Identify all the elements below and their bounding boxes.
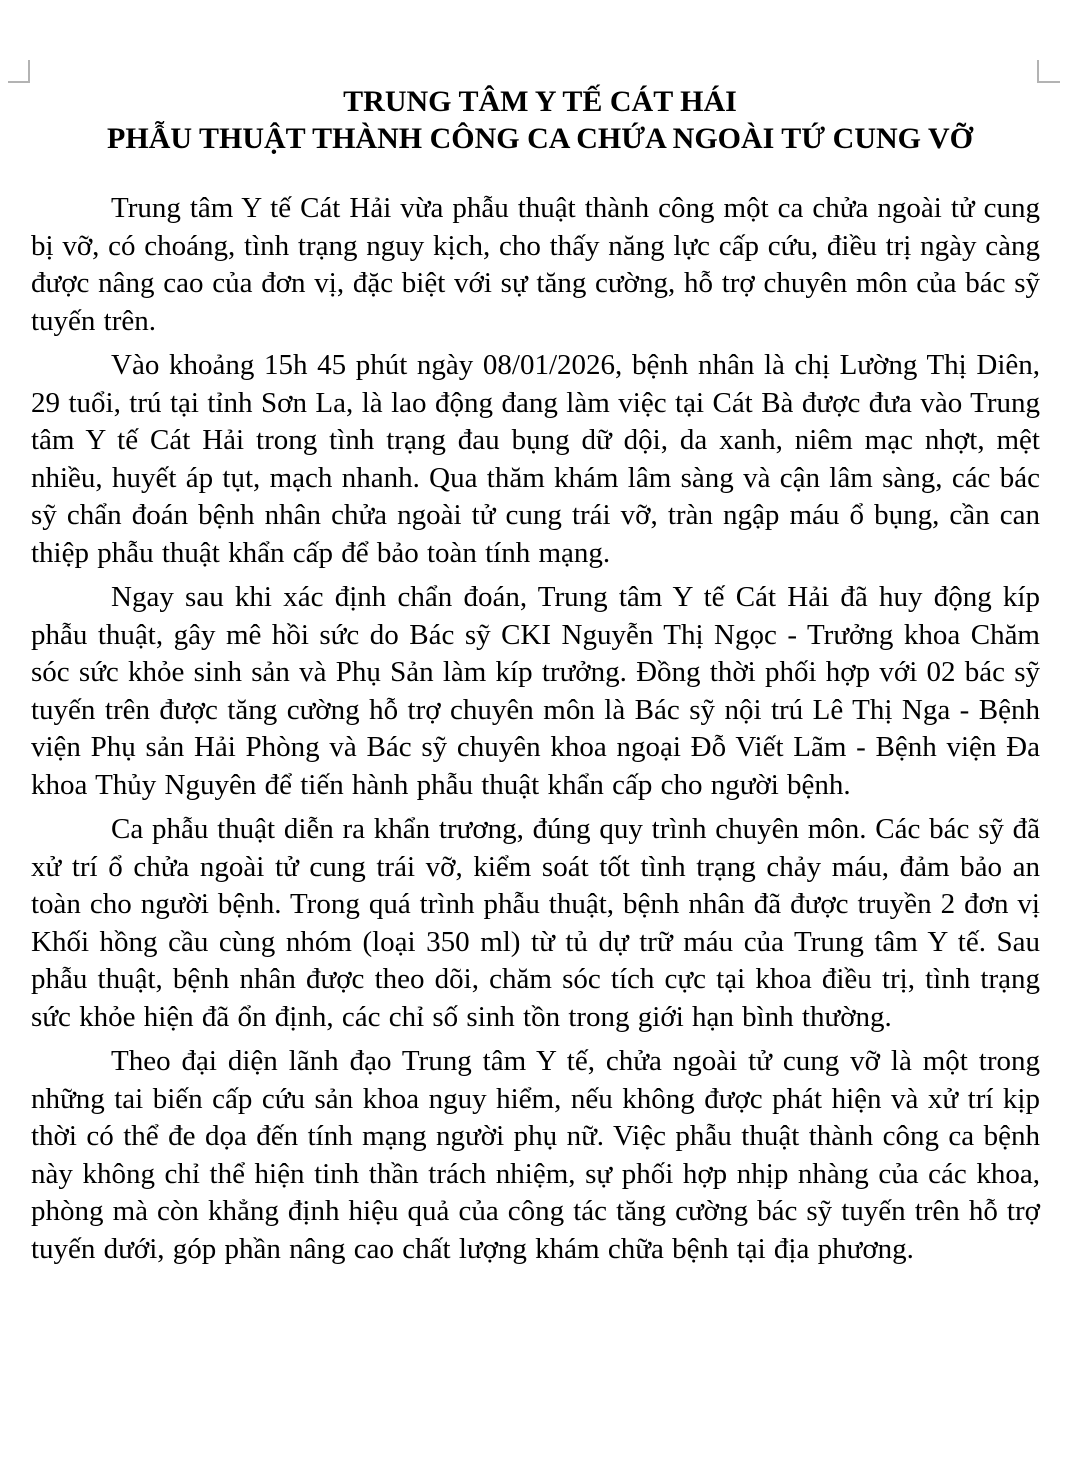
paragraph-2: Vào khoảng 15h 45 phút ngày 08/01/2026, bệnh nhân là chị Lường Thị Diên, 29 tuổi, trú tại tỉnh Sơn La, là lao động đang làm việc tại Cát Bà được đưa vào Trung tâm Y tế Cát Hải trong tình trạng đau bụng dữ dội, da xanh, niêm mạc nhợt, mệt nhiều, huyết áp tụt, mạch nhanh. Qua thăm khám lâm sàng và cận lâm sàng, các bác sỹ chẩn đoán bệnh nhân chửa ngoài tử cung trái vỡ, tràn ngập máu ổ bụng, cần can thiệp phẫu thuật khẩn cấp để bảo toàn tính mạng.: [31, 349, 1040, 569]
paragraph-5: Theo đại diện lãnh đạo Trung tâm Y tế, chửa ngoài tử cung vỡ là một trong những tai biến cấp cứu sản khoa nguy hiểm, nếu không được phát hiện và xử trí kịp thời có thể đe dọa đến tính mạng người phụ nữ. Việc phẫu thuật thành công ca bệnh này không chỉ thể hiện tinh thần trách nhiệm, sự phối hợp nhịp nhàng của các khoa, phòng mà còn khẳng định hiệu quả của công tác tăng cường bác sỹ tuyến trên hỗ trợ tuyến dưới, góp phần nâng cao chất lượng khám chữa bệnh tại địa phương.: [31, 1045, 1040, 1265]
paragraph-4: Ca phẫu thuật diễn ra khẩn trương, đúng quy trình chuyên môn. Các bác sỹ đã xử trí ổ chửa ngoài tử cung trái vỡ, kiểm soát tốt tình trạng chảy máu, đảm bảo an toàn cho người bệnh. Trong quá trình phẫu thuật, bệnh nhân đã được truyền 2 đơn vị Khối hồng cầu cùng nhóm (loại 350 ml) từ tủ dự trữ máu của Trung tâm Y tế. Sau phẫu thuật, bệnh nhân được theo dõi, chăm sóc tích cực tại khoa điều trị, tình trạng sức khỏe hiện đã ổn định, các chỉ số sinh tồn trong giới hạn bình thường.: [31, 813, 1040, 1033]
page-corner-mark-left: [8, 60, 30, 83]
title-line-2: PHẪU THUẬT THÀNH CÔNG CA CHỨA NGOÀI TỨ CUNG VỠ: [107, 122, 973, 155]
page-corner-mark-right: [1037, 60, 1060, 83]
document-title: [0, 83, 1080, 157]
paragraph-3: Ngay sau khi xác định chẩn đoán, Trung tâm Y tế Cát Hải đã huy động kíp phẫu thuật, gây mê hồi sức do Bác sỹ CKI Nguyễn Thị Ngọc - Trưởng khoa Chăm sóc sức khỏe sinh sản và Phụ Sản làm kíp trưởng. Đồng thời phối hợp với 02 bác sỹ tuyến trên được tăng cường hỗ trợ chuyên môn là Bác sỹ nội trú Lê Thị Nga - Bệnh viện Phụ sản Hải Phòng và Bác sỹ chuyên khoa ngoại Đỗ Viết Lãm - Bệnh viện Đa khoa Thủy Nguyên để tiến hành phẫu thuật khẩn cấp cho người bệnh.: [31, 581, 1040, 801]
paragraph-1: Trung tâm Y tế Cát Hải vừa phẫu thuật thành công một ca chửa ngoài tử cung bị vỡ, có choáng, tình trạng nguy kịch, cho thấy năng lực cấp cứu, điều trị ngày càng được nâng cao của đơn vị, đặc biệt với sự tăng cường, hỗ trợ chuyên môn của bác sỹ tuyến trên.: [31, 192, 1040, 337]
title-line-1: TRUNG TÂM Y TẾ CÁT HÁI: [343, 85, 737, 118]
document-body: [31, 190, 1040, 1275]
